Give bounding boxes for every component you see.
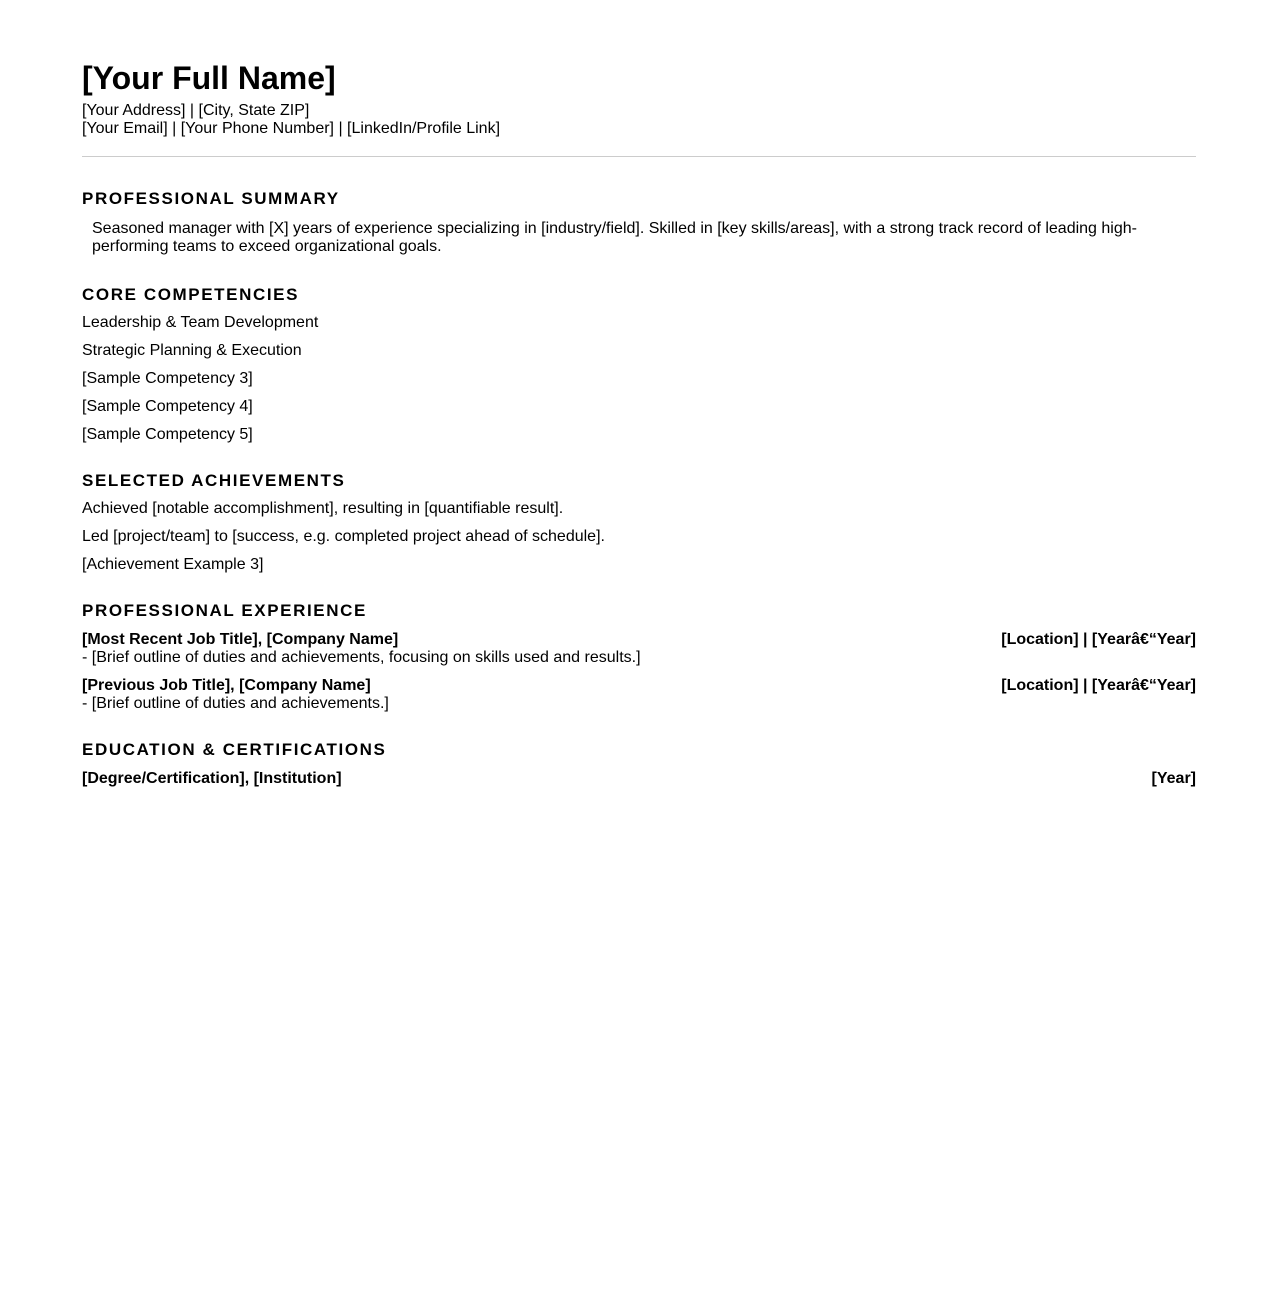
list-item: [Sample Competency 3] (82, 370, 253, 387)
summary-section (82, 189, 1196, 256)
section-heading: PROFESSIONAL SUMMARY (82, 189, 340, 208)
list-item: Led [project/team] to [success, e.g. completed project ahead of schedule]. (82, 528, 605, 545)
job-entry (82, 631, 1196, 667)
education-year: [Year] (1151, 770, 1196, 787)
education-entry (82, 770, 1196, 788)
experience-section (82, 601, 1196, 713)
summary-text: Seasoned manager with [X] years of experience specializing in [industry/field]. Skilled in [key skills/areas], with a strong track record of leading high-performing teams to exceed organizational goals. (92, 220, 1137, 255)
full-name: [Your Full Name] (82, 60, 336, 96)
contact-address: [Your Address] | [City, State ZIP] (82, 102, 310, 119)
resume (82, 58, 1196, 788)
list-item: Achieved [notable accomplishment], resulting in [quantifiable result]. (82, 500, 564, 517)
divider (82, 156, 1196, 157)
list-item: Strategic Planning & Execution (82, 342, 302, 359)
section-heading: PROFESSIONAL EXPERIENCE (82, 601, 367, 620)
section-heading: CORE COMPETENCIES (82, 285, 300, 304)
contact-details: [Your Email] | [Your Phone Number] | [LinkedIn/Profile Link] (82, 120, 501, 137)
section-heading: SELECTED ACHIEVEMENTS (82, 471, 346, 490)
job-entry (82, 677, 1196, 713)
list-item: [Achievement Example 3] (82, 556, 264, 573)
competencies-section (82, 285, 1196, 444)
list-item: Leadership & Team Development (82, 314, 319, 331)
list-item: [Sample Competency 5] (82, 426, 253, 443)
job-description: - [Brief outline of duties and achievements, focusing on skills used and results.] (82, 649, 641, 666)
job-title: [Previous Job Title], [Company Name] (82, 677, 371, 694)
job-meta: [Location] | [Yearâ€“Year] (1001, 631, 1196, 648)
degree: [Degree/Certification], [Institution] (82, 770, 342, 787)
achievements-section (82, 471, 1196, 574)
job-title: [Most Recent Job Title], [Company Name] (82, 631, 399, 648)
education-section (82, 740, 1196, 788)
job-meta: [Location] | [Yearâ€“Year] (1001, 677, 1196, 694)
section-heading: EDUCATION & CERTIFICATIONS (82, 740, 387, 759)
contact-info (82, 102, 1196, 138)
job-description: - [Brief outline of duties and achievements.] (82, 695, 389, 712)
list-item: [Sample Competency 4] (82, 398, 253, 415)
